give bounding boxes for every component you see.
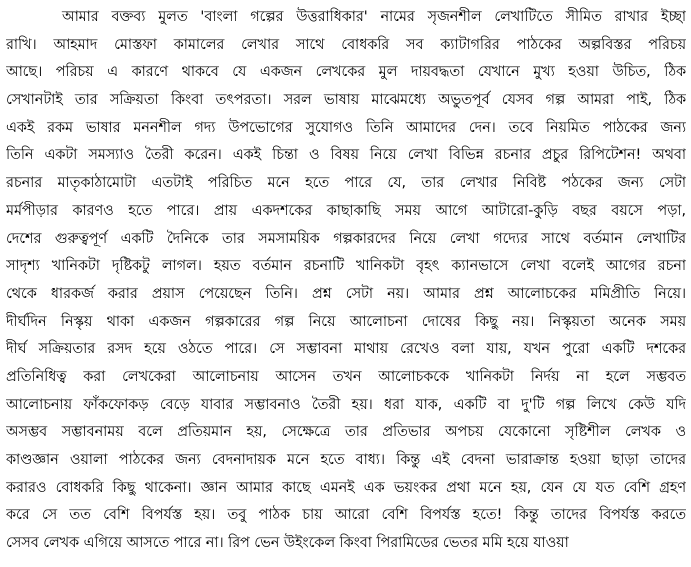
text-line: দীর্ঘদিন নিস্কৃয় থাকা একজন গল্পকারের গল্প নিয়ে আলোচনা দোষের কিছু নয়। নিস্কৃয়তা অনেক সময় <box>6 313 686 330</box>
text-line: প্রতিনিধিত্ব করা লেখকেরা আলোচনায় আসেন তখন আলোচককে খানিকটা নির্দয় না হলে সম্ভবত <box>6 368 686 385</box>
text-line: তিনি একটা সমস্যাও তৈরী করেন। একই চিন্তা ও বিষয় নিয়ে লেখা বিভিন্ন রচনার প্রচুর রিপিটেশন! অথবা <box>6 147 686 164</box>
text-line: একই রকম ভাষার মননশীল গদ্য উপভোগের সুযোগও তিনি আমাদের দেন। তবে নিয়মিত পাঠকের জন্য <box>6 119 686 136</box>
text-line: কাণ্ডজ্ঞান ওয়ালা পাঠকের জন্য বেদনাদায়ক মনে হতে বাধ্য। কিন্তু এই বেদনা ভারাক্রান্ত হওয়া ছাড়া তাদের <box>6 452 686 468</box>
text-line: আছে। পরিচয় এ কারণে থাকবে যে একজন লেখকের মুল দায়বদ্ধতা যেখানে মুখ্য হওয়া উচিত, ঠিক <box>6 64 686 81</box>
text-line: সাদৃশ্য খানিকটা দৃষ্টিকটু লাগল। হয়ত বর্তমান রচনাটি খানিকটা বৃহৎ ক্যানভাসে লেখা বলেই আগের রচনা <box>6 258 686 275</box>
text-line: মর্মপীড়ার কারণও হতে পারে। প্রায় একদশকের কাছাকাছি সময় আগে আটারো-কুড়ি বছর বয়সে পড়া, <box>6 202 686 219</box>
text-line: আলোচনায় ফাঁকফোকড় বেড়ে যাবার সম্ভাবনাও তৈরী হয়। ধরা যাক, একটি বা দু'টি গল্প লিখে কেউ যদি <box>6 396 686 413</box>
text-line: করে সে তত বেশি বিপর্যস্ত হয়। তবু পাঠক চায় আরো বেশি বিপর্যস্ত হতে! কিন্তু তাদের বিপর্যস্ত করতে <box>6 507 686 524</box>
text-line: রচনার মাতৃকাঠামোটা এতটাই পরিচিত মনে হতে পারে যে, তার লেখার নিবিষ্ট পঠকের জন্য সেটা <box>6 175 686 192</box>
body-paragraph <box>6 4 686 558</box>
text-line: অসম্ভব সম্ভাবনাময় বলে প্রতিয়মান হয়, সেক্ষেত্রে তার প্রতিভার অপচয় যেকোনো সৃষ্টিশীল লেখক ও <box>6 424 686 441</box>
text-line: আমার বক্তব্য মুলত 'বাংলা গল্পের উত্তরাধিকার' নামের সৃজনশীল লেখাটিতে সীমিত রাখার ইচ্ছা <box>62 9 686 25</box>
text-line: রাখি। আহমাদ মোস্তফা কামালের লেখার সাথে বোধকরি সব ক্যাটাগরির পাঠকের অল্পবিস্তর পরিচয় <box>6 36 686 53</box>
text-line: দীর্ঘ সক্রিয়তার রসদ হয়ে ওঠতে পারে। সে সম্ভাবনা মাথায় রেখেও বলা যায়, যখন পুরো একটি দশকের <box>6 341 686 358</box>
text-line: সেসব লেখক এগিয়ে আসতে পারে না। রিপ ভেন উইংকেল কিংবা পিরামিডের ভেতর মমি হয়ে যাওয়া <box>6 535 569 552</box>
text-line: থেকে ধারকর্জ করার প্রয়াস পেয়েছেন তিনি। প্রশ্ন সেটা নয়। আমার প্রশ্ন আলোচকের মমিপ্রীতি নিয়ে। <box>6 285 686 302</box>
text-line: দেশের গুরুত্বপূর্ণ একটি দৈনিকে তার সমসাময়িক গল্পকারদের নিয়ে লেখা গদ্যের সাথে বর্তমান লেখাটির <box>6 230 686 247</box>
text-line: করারও বোধকরি কিছু থাকেনা। জ্ঞান আমার কাছে এমনই এক ভয়ংকর প্রথা মনে হয়, যেন যে যত বেশি গ্রহণ <box>6 479 686 496</box>
text-line: সেখানটাই তার সক্রিয়তা কিংবা তৎপরতা। সরল ভাষায় মাঝেমধ্যে অভুতপূর্ব যেসব গল্প আমরা পাই, ঠিক <box>6 92 686 109</box>
